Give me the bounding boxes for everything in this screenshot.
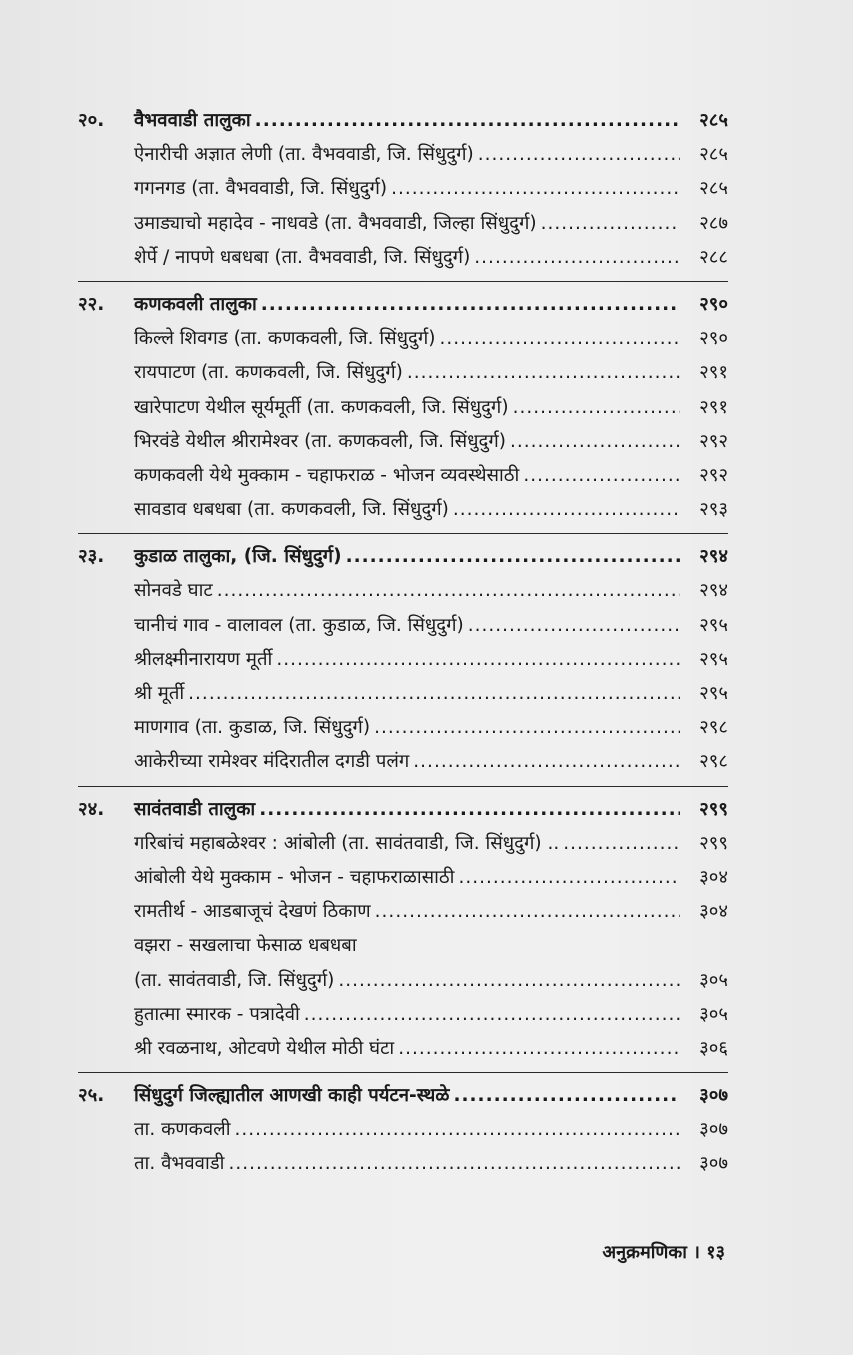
section-title: सिंधुदुर्ग जिल्ह्यातील आणखी काही पर्यटन-स्थळे: [134, 1085, 450, 1107]
toc-entry: [78, 745, 728, 779]
section-number: २२.: [78, 293, 105, 315]
entry-title: उमाड्याचो महादेव - नाधवडे (ता. वैभववाडी, जिल्हा सिंधुदुर्ग): [134, 212, 537, 234]
dot-leader: [338, 964, 680, 998]
toc-entry: [78, 929, 728, 963]
entry-title: सोनवडे घाट: [134, 580, 213, 602]
entry-title: खारेपाटण येथील सूर्यमूर्ती (ता. कणकवली, जि. सिंधुदुर्ग): [134, 396, 509, 418]
toc-section-heading: [78, 540, 728, 574]
dot-leader: [217, 574, 680, 608]
page-number: २८८: [699, 246, 728, 268]
toc-entry: [78, 207, 728, 241]
dot-leader: [474, 241, 680, 275]
entry-title: ता. वैभववाडी: [134, 1153, 225, 1175]
entry-title: श्री मूर्ती: [134, 683, 185, 704]
page-number: २९४: [699, 546, 728, 568]
toc-section-heading: [78, 1079, 728, 1113]
entry-title: भिरवंडे येथील श्रीरामेश्वर (ता. कणकवली, जि. सिंधुदुर्ग): [134, 430, 507, 452]
dot-leader: [188, 677, 680, 711]
entry-title: रायपाटण (ता. कणकवली, जि. सिंधुदुर्ग): [134, 362, 403, 384]
dot-leader: [261, 288, 680, 322]
section-number: २०.: [78, 110, 105, 131]
toc-entry: [78, 425, 728, 459]
page-number: २८५: [699, 178, 728, 200]
dot-leader: [510, 425, 680, 459]
page-number: २९८: [699, 717, 728, 739]
page-number: ३०७: [699, 1085, 728, 1107]
entry-title: सावडाव धबधबा (ता. कणकवली, जि. सिंधुदुर्ग): [134, 499, 449, 521]
page-number: २९०: [699, 293, 728, 315]
toc-section: [78, 1079, 728, 1188]
entry-title: कणकवली येथे मुक्काम - चहाफराळ - भोजन व्यवस्थेसाठी: [134, 464, 520, 486]
page-number: २९५: [699, 648, 728, 670]
toc-entry: [78, 827, 728, 861]
entry-title: गरिबांचं महाबळेश्वर : आंबोली (ता. सावंतवाडी, जि. सिंधुदुर्ग) ..: [134, 832, 560, 854]
entry-title: चानीचं गाव - वालावल (ता. कुडाळ, जि. सिंधुदुर्ग): [134, 614, 464, 636]
entry-title: श्रीलक्ष्मीनारायण मूर्ती: [134, 648, 273, 670]
toc-entry: [78, 895, 728, 929]
dot-leader: [398, 1032, 680, 1066]
page-footer: अनुक्रमणिका । १३: [602, 1242, 725, 1263]
page-number: २९४: [699, 580, 728, 602]
dot-leader: [523, 459, 680, 493]
page-number: २९५: [699, 614, 728, 636]
dot-leader: [255, 104, 680, 138]
entry-title: शेर्पे / नापणे धबधबा (ता. वैभववाडी, जि. सिंधुदुर्ग): [134, 246, 471, 268]
toc-entry: [78, 1113, 728, 1147]
dot-leader: [468, 609, 680, 643]
page-number: २९९: [699, 798, 728, 820]
page-number: ३०५: [699, 969, 728, 991]
dot-leader: [453, 493, 680, 527]
entry-title: आकेरीच्या रामेश्वर मंदिरातील दगडी पलंग: [134, 751, 410, 773]
page-number: २९१: [699, 396, 728, 418]
toc-entry: [78, 609, 728, 643]
table-of-contents: [78, 104, 728, 1194]
section-title: सावंतवाडी तालुका: [134, 798, 256, 820]
dot-leader: [541, 207, 680, 241]
section-number: २४.: [78, 798, 105, 820]
entry-title: माणगाव (ता. कुडाळ, जि. सिंधुदुर्ग): [134, 717, 371, 739]
toc-section: [78, 540, 728, 786]
toc-entry: [78, 172, 728, 206]
entry-title: गगनगड (ता. वैभववाडी, जि. सिंधुदुर्ग): [134, 178, 388, 200]
dot-leader: [228, 1147, 680, 1181]
page-number: २९२: [699, 430, 728, 452]
page-number: २९८: [699, 751, 728, 773]
toc-entry: [78, 1147, 728, 1181]
toc-entry: [78, 574, 728, 608]
toc-entry: [78, 711, 728, 745]
toc-section: [78, 793, 728, 1074]
dot-leader: [259, 793, 680, 827]
dot-leader: [304, 998, 680, 1032]
page-number: २९५: [699, 683, 728, 704]
toc-entry: [78, 964, 728, 998]
dot-leader: [513, 391, 680, 425]
dot-leader: [478, 138, 680, 172]
toc-section-heading: [78, 104, 728, 138]
toc-section-heading: [78, 288, 728, 322]
toc-entry: [78, 138, 728, 172]
dot-leader: [235, 1113, 680, 1147]
dot-leader: [453, 1079, 680, 1113]
dot-leader: [563, 827, 680, 861]
page-number: २९०: [699, 328, 728, 350]
page-number: २८५: [699, 144, 728, 166]
dot-leader: [440, 322, 680, 356]
toc-entry: [78, 459, 728, 493]
toc-section: [78, 104, 728, 282]
toc-entry: [78, 998, 728, 1032]
dot-leader: [391, 172, 680, 206]
page-number: ३०७: [699, 1119, 728, 1141]
toc-entry: [78, 322, 728, 356]
toc-entry: [78, 643, 728, 677]
dot-leader: [413, 745, 680, 779]
page-number: २९३: [699, 499, 728, 521]
page-number: २९१: [699, 362, 728, 384]
dot-leader: [374, 711, 680, 745]
entry-title: हुतात्मा स्मारक - पत्रादेवी: [134, 1003, 300, 1025]
dot-leader: [375, 895, 680, 929]
section-title: कणकवली तालुका: [134, 293, 257, 315]
entry-title: किल्ले शिवगड (ता. कणकवली, जि. सिंधुदुर्ग): [134, 328, 436, 350]
page-number: २८७: [699, 212, 728, 234]
toc-entry: [78, 1032, 728, 1066]
toc-section: [78, 288, 728, 534]
dot-leader: [407, 356, 680, 390]
toc-entry: [78, 391, 728, 425]
section-title: वैभववाडी तालुका: [134, 110, 251, 131]
toc-entry: [78, 493, 728, 527]
page-number: ३०४: [699, 866, 728, 888]
page-number: २९२: [699, 464, 728, 486]
page-number: ३०५: [699, 1003, 728, 1025]
page-number: ३०४: [699, 901, 728, 923]
page-number: ३०७: [699, 1153, 728, 1175]
entry-title: (ता. सावंतवाडी, जि. सिंधुदुर्ग): [134, 969, 335, 991]
section-title: कुडाळ तालुका, (जि. सिंधुदुर्ग): [134, 546, 342, 568]
toc-entry: [78, 861, 728, 895]
toc-section-heading: [78, 793, 728, 827]
page-number: ३०६: [699, 1037, 728, 1059]
entry-title: ऐनारीची अज्ञात लेणी (ता. वैभववाडी, जि. सिंधुदुर्ग): [134, 144, 474, 166]
toc-entry: [78, 677, 728, 711]
entry-title: वझरा - सखलाचा फेसाळ धबधबा: [134, 935, 357, 957]
page-number: २८५: [699, 110, 728, 131]
dot-leader: [458, 861, 680, 895]
entry-title: श्री रवळनाथ, ओटवणे येथील मोठी घंटा: [134, 1037, 395, 1059]
section-number: २५.: [78, 1085, 105, 1107]
section-number: २३.: [78, 546, 105, 568]
page-number: २९९: [699, 832, 728, 854]
entry-title: ता. कणकवली: [134, 1119, 231, 1141]
dot-leader: [276, 643, 680, 677]
dot-leader: [346, 540, 680, 574]
entry-title: रामतीर्थ - आडबाजूचं देखणं ठिकाण: [134, 901, 371, 923]
toc-entry: [78, 241, 728, 275]
toc-entry: [78, 356, 728, 390]
entry-title: आंबोली येथे मुक्काम - भोजन - चहाफराळासाठी: [134, 866, 455, 888]
